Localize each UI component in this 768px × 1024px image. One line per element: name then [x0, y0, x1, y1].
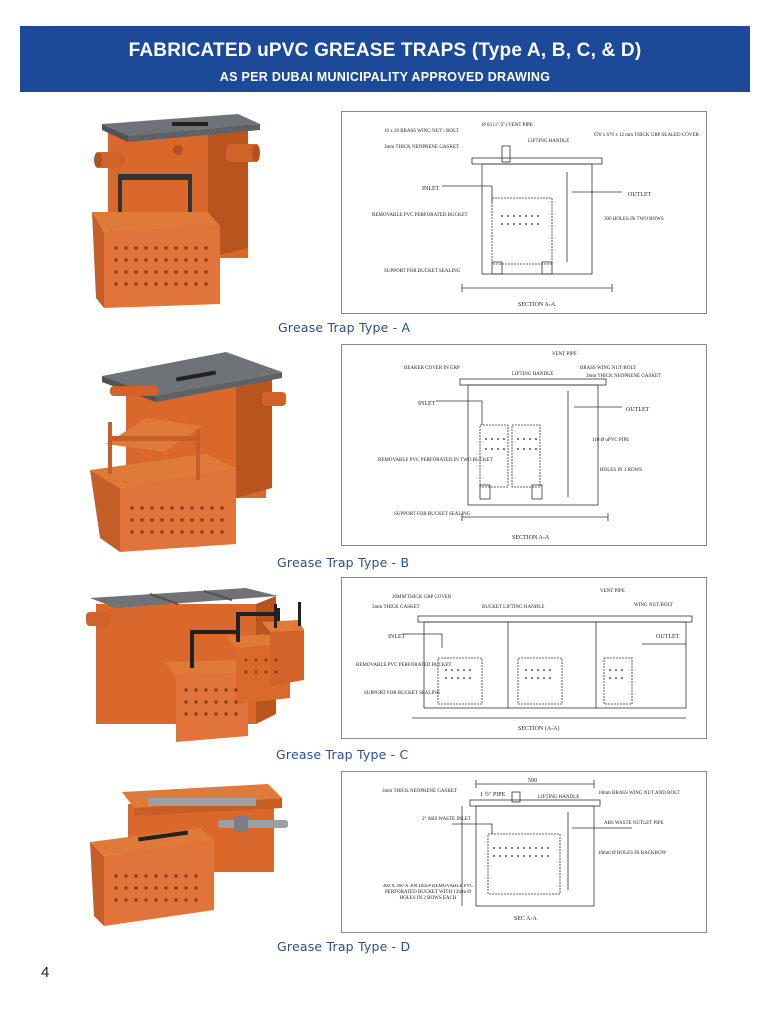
grease-trap-d-photo: [88, 780, 292, 930]
label-section: SECTION A-A: [518, 302, 556, 308]
caption-type-d: Grease Trap Type - D: [277, 939, 411, 954]
label-bolt: WING NUT/BOLT: [634, 603, 674, 608]
label-inlet: INLET: [418, 401, 436, 407]
label-cover: BEAKER COVER IN GRP: [404, 366, 460, 371]
label-support: SUPPORT FOR BUCKET SEALING: [394, 512, 471, 517]
page-subtitle: AS PER DUBAI MUNICIPALITY APPROVED DRAWING: [219, 70, 551, 84]
label-outlet: ABS WASTE OUTLET PIPE: [604, 821, 664, 826]
grease-trap-b-drawing: [341, 344, 707, 546]
label-holes: HOLES IN 3 ROWS: [600, 468, 643, 473]
label-cover: 20MM THICK GRP COVER: [392, 595, 452, 600]
caption-type-a: Grease Trap Type - A: [278, 320, 411, 335]
label-outlet: OUTLET: [656, 634, 680, 640]
label-vent: VENT PIPE: [552, 352, 577, 357]
label-vent: Ø 63 (1"/2") VENT PIPE: [482, 123, 533, 128]
label-bucket: 360 X 360 X 300 DEEP REMOVABLE PVC PERFORATED BUCKET WITH 12mm Ø HOLES IN 2 ROWS EACH: [382, 884, 474, 901]
label-gasket: 3mm THICK NEOPRENE GASKET: [586, 374, 662, 379]
page-title: FABRICATED uPVC GREASE TRAPS (Type A, B, C, & D): [128, 40, 642, 61]
grease-trap-d-drawing: [341, 771, 707, 933]
label-section: SEC A-A: [514, 916, 537, 922]
caption-type-b: Grease Trap Type - B: [277, 555, 410, 570]
label-gasket: 3mm THICK NEOPRENE GASKET: [384, 145, 460, 150]
label-holes: 10mm Ø HOLES IN BACKROW: [598, 851, 667, 856]
label-cover: 670 x 670 x 12 mm THICK GRP SEALED COVER: [594, 133, 699, 138]
label-handle: BUCKET LIFTING HANDLE: [482, 605, 545, 610]
label-inlet: 2" ABS WASTE INLET: [422, 817, 471, 822]
label-bucket: REMOVABLE PVC PERFORATED IN TWO BUCKET: [378, 458, 493, 463]
label-inlet: INLET: [422, 186, 440, 192]
label-bolt: 10 x 20 BRASS WING NUT / BOLT: [384, 129, 459, 134]
label-gasket: 3mm THICK NEOPRENE GASKET: [382, 789, 458, 794]
label-outlet: OUTLET: [628, 192, 652, 198]
label-section: SECTION (A-A): [518, 726, 560, 732]
grease-trap-a-drawing: [341, 111, 707, 314]
label-vent: VENT PIPE: [600, 589, 625, 594]
label-inlet: INLET: [388, 634, 406, 640]
page-number: 4: [41, 964, 50, 981]
grease-trap-c-photo: [86, 586, 308, 748]
label-handle: LIFTING HANDLE: [538, 795, 580, 800]
label-gasket: 3mm THICK GASKET: [372, 605, 420, 610]
grease-trap-a-photo: [88, 108, 268, 316]
label-handle: LIFTING HANDLE: [528, 139, 570, 144]
label-bolt: 10mm BRASS WING NUT AND BOLT: [598, 791, 680, 796]
label-support: SUPPORT FOR BUCKET SEALING: [364, 691, 441, 696]
title-banner: [20, 26, 750, 92]
label-bucket: REMOVABLE PVC PERFORATED BUCKET: [356, 663, 452, 668]
caption-type-c: Grease Trap Type - C: [276, 747, 409, 762]
label-pipe: 1 ½" PIPE: [480, 792, 506, 798]
grease-trap-c-drawing: [341, 577, 707, 739]
label-dim: 500: [528, 778, 537, 784]
label-outlet: OUTLET: [626, 407, 650, 413]
label-section: SECTION A-A: [512, 535, 550, 541]
label-handle: LIFTING HANDLE: [512, 372, 554, 377]
label-bolt: BRASS WING NUT/BOLT: [580, 366, 637, 371]
grease-trap-b-photo: [86, 348, 286, 556]
label-pipe: 110 Ø uPVC PIPE: [592, 438, 630, 443]
label-holes: 300 HOLES IN TWO ROWS: [604, 217, 664, 222]
label-bucket: REMOVABLE PVC PERFORATED BUCKET: [372, 213, 468, 218]
label-support: SUPPORT FOR BUCKET SEALING: [384, 269, 461, 274]
